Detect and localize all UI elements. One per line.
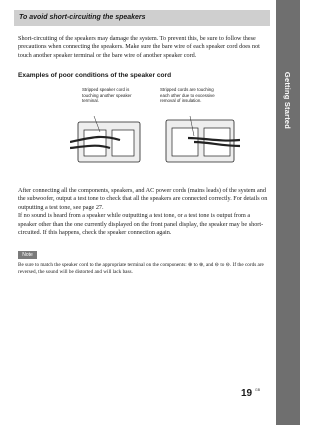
examples-heading: Examples of poor conditions of the speaker cord bbox=[18, 72, 172, 79]
note-text: Be sure to match the speaker cord to the appropriate terminal on the components: ⊕ to ⊕, and ⊖ to ⊖. If the cords are reversed, the sound will be distorted and will lack bass. bbox=[18, 262, 264, 276]
body-paragraph-1: After connecting all the components, speakers, and AC power cords (mains leads) of the system and the subwoofer, output a test tone to check that all the speakers are connected correctly. For details on outputting a test tone, see page 27. bbox=[18, 187, 268, 211]
side-tab-text: Getting Started bbox=[283, 71, 293, 129]
page-number: 19 bbox=[241, 388, 253, 399]
figure-caption-left: Stripped speaker cord is touching another speaker terminal. bbox=[82, 87, 132, 104]
section-header: To avoid short-circuiting the speakers bbox=[14, 10, 270, 26]
side-tab-label bbox=[276, 60, 300, 140]
intro-paragraph: Short-circuiting of the speakers may damage the system. To prevent this, be sure to follow these precautions when connecting the speakers. Make sure the bare wire of each speaker cord does not touch another speaker terminal or the bare wire of another speaker cord. bbox=[18, 35, 260, 59]
body-paragraph bbox=[18, 187, 270, 237]
figure-caption-right: Stripped cords are touching each other due to excessive removal of insulation. bbox=[160, 87, 215, 104]
note-badge: Note bbox=[18, 251, 37, 259]
right-terminal-figure bbox=[166, 116, 240, 162]
page-number-suffix: GB bbox=[255, 388, 261, 392]
left-terminal-figure bbox=[70, 116, 140, 162]
body-paragraph-2: If no sound is heard from a speaker while outputting a test tone, or a test tone is output from a speaker other than the one currently displayed on the front panel display, the speaker may be short-circuited. If this happens, check the speaker connection again. bbox=[18, 212, 264, 237]
